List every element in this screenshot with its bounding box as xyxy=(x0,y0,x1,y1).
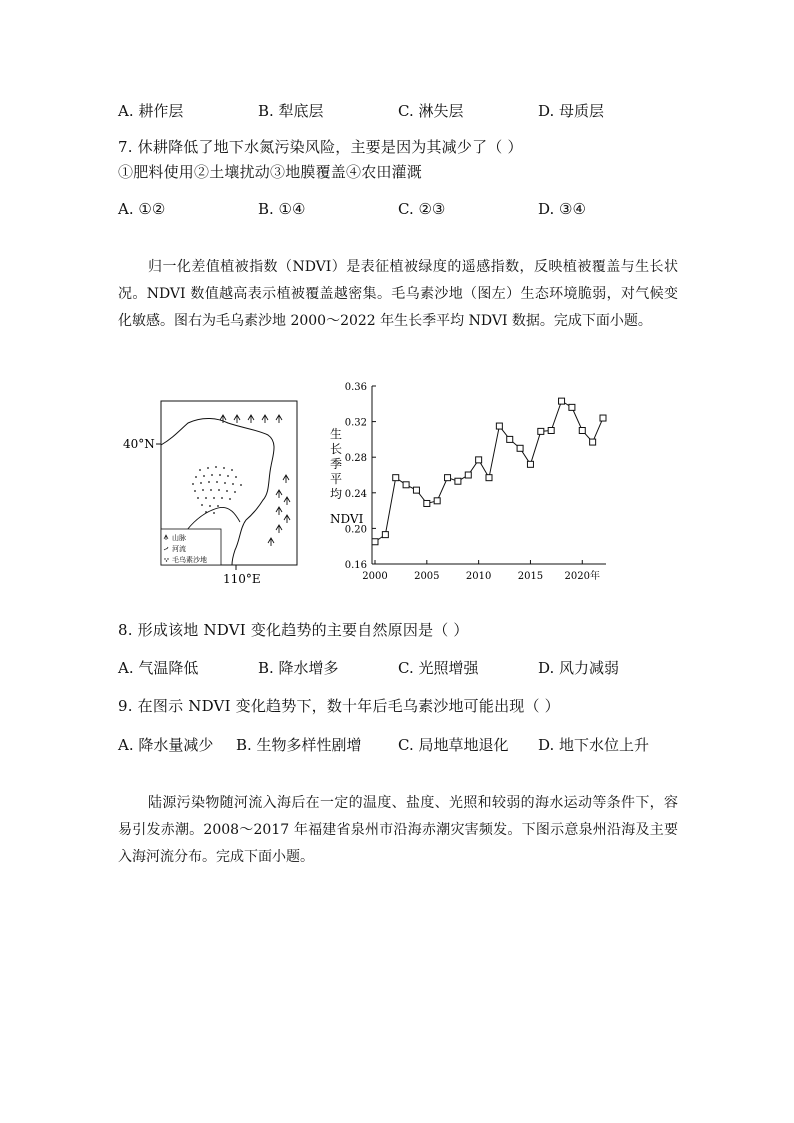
x-tick-label: 2005 xyxy=(414,571,440,582)
data-point xyxy=(393,475,399,481)
q6-option-a: A. 耕作层 xyxy=(118,102,184,120)
q7-option-d: D. ③④ xyxy=(538,200,586,218)
x-tick-label: 2000 xyxy=(362,571,388,582)
data-point xyxy=(496,423,502,429)
q8-option-b: B. 降水增多 xyxy=(258,659,339,677)
q9-option-d: D. 地下水位上升 xyxy=(538,736,650,754)
passage-ndvi: 归一化差值植被指数（NDVI）是表征植被绿度的遥感指数，反映植被覆盖与生长状况。NDVI 数值越高表示植被覆盖越密集。毛乌素沙地（图左）生态环境脆弱，对气候变化敏感。图右为毛乌素沙地 2000～2022 年生长季平均 NDVI 数据。完成下面小题。 xyxy=(118,259,678,329)
x-tick-label: 2015 xyxy=(517,571,544,582)
legend-river: 河流 xyxy=(172,545,186,553)
y-tick-label: 0.28 xyxy=(344,453,367,465)
longitude-label: 110°E xyxy=(223,572,261,586)
x-tick-label: 2020年 xyxy=(564,571,600,582)
q6-option-d: D. 母质层 xyxy=(538,102,605,120)
latitude-label: 40°N xyxy=(123,437,155,451)
data-point xyxy=(559,398,565,404)
data-point xyxy=(486,475,492,481)
y-tick-label: 0.32 xyxy=(344,417,367,429)
data-point xyxy=(424,500,430,506)
data-point xyxy=(579,428,585,434)
data-point xyxy=(445,475,451,481)
passage-red-tide: 陆源污染物随河流入海后在一定的温度、盐度、光照和较弱的海水运动等条件下，容易引发赤潮。2008～2017 年福建省泉州市沿海赤潮灾害频发。下图示意泉州沿海及主要入海河流分布。完成下面小题。 xyxy=(118,795,678,865)
q8-option-c: C. 光照增强 xyxy=(398,659,479,677)
data-point xyxy=(372,539,378,545)
data-point xyxy=(413,487,419,493)
q9-option-c: C. 局地草地退化 xyxy=(398,736,509,754)
data-point xyxy=(538,428,544,434)
sandy-land-dots xyxy=(192,466,242,514)
q8-option-d: D. 风力减弱 xyxy=(538,659,620,677)
data-point xyxy=(507,436,513,442)
data-point xyxy=(569,404,575,410)
ndvi-series-line xyxy=(375,401,603,542)
q8-stem: 8. 形成该地 NDVI 变化趋势的主要自然原因是（ ） xyxy=(118,621,469,639)
data-point xyxy=(382,532,388,538)
q7-items: ①肥料使用②土壤扰动③地膜覆盖④农田灌溉 xyxy=(118,163,423,181)
y-tick-label: 0.16 xyxy=(344,560,367,571)
data-point xyxy=(527,461,533,467)
ndvi-line-chart xyxy=(318,382,618,587)
y-tick-label: 0.36 xyxy=(344,382,367,393)
y-tick-label: 0.20 xyxy=(344,524,367,536)
data-point xyxy=(548,428,554,434)
q9-option-b: B. 生物多样性剧增 xyxy=(236,736,362,754)
y-tick-label: 0.24 xyxy=(344,488,367,500)
q7-stem: 7. 休耕降低了地下水氮污染风险，主要是因为其减少了（ ） xyxy=(118,138,523,156)
q9-stem: 9. 在图示 NDVI 变化趋势下，数十年后毛乌素沙地可能出现（ ） xyxy=(118,697,560,715)
legend-sand: 毛乌素沙地 xyxy=(172,556,207,564)
data-point xyxy=(517,445,523,451)
q6-option-b: B. 犁底层 xyxy=(258,102,324,120)
mu-us-sandy-land-map xyxy=(118,390,308,590)
q7-option-b: B. ①④ xyxy=(258,200,306,218)
x-tick-label: 2010 xyxy=(465,571,492,582)
y-axis-label-text: 生长季平均 NDVI xyxy=(330,427,364,526)
data-point xyxy=(434,498,440,504)
data-point xyxy=(403,482,409,488)
data-point xyxy=(590,439,596,445)
q7-option-c: C. ②③ xyxy=(398,200,446,218)
data-point xyxy=(455,478,461,484)
data-point xyxy=(465,472,471,478)
q8-option-a: A. 气温降低 xyxy=(118,659,199,677)
mountain-symbols xyxy=(220,415,290,546)
data-point xyxy=(476,457,482,463)
q7-option-a: A. ①② xyxy=(118,200,166,218)
q6-option-c: C. 淋失层 xyxy=(398,102,464,120)
q9-option-a: A. 降水量减少 xyxy=(118,736,214,754)
legend-mountain: 山脉 xyxy=(172,534,186,542)
y-axis-label xyxy=(330,426,364,526)
data-point xyxy=(600,415,606,421)
